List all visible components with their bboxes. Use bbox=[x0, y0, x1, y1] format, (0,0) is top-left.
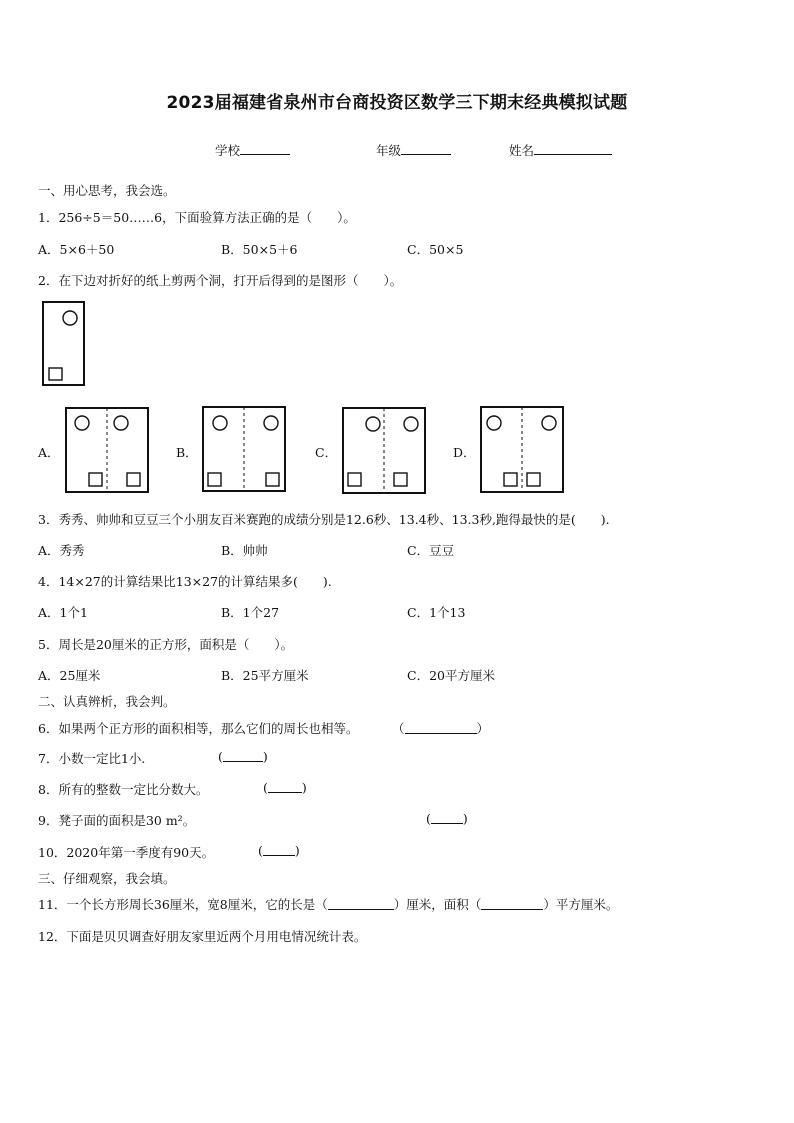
q11-length-blank[interactable] bbox=[328, 897, 394, 910]
q11-text-3: 平方厘米。 bbox=[555, 897, 619, 912]
section3-heading: 三、仔细观察，我会填。 bbox=[38, 871, 176, 886]
q3-option-c[interactable]: C．豆豆 bbox=[407, 543, 455, 558]
q4-option-b[interactable]: B．1个27 bbox=[221, 605, 280, 620]
q4-option-a[interactable]: A．1个1 bbox=[38, 605, 88, 620]
q8-stem: 8．所有的整数一定比分数大。 bbox=[38, 782, 209, 797]
q3-stem: 3．秀秀、帅帅和豆豆三个小朋友百米赛跑的成绩分别是12.6秒、13.4秒、13.3秒,跑得最快的是( ). bbox=[38, 512, 610, 527]
q2-option-a-label[interactable]: A． bbox=[38, 445, 60, 460]
q10-answer-blank[interactable]: ( ) bbox=[258, 843, 300, 858]
grade-label: 年级 bbox=[376, 143, 402, 158]
q9-answer-blank[interactable]: ( ) bbox=[426, 811, 468, 826]
q1-stem: 1．256÷5＝50……6，下面验算方法正确的是（ ）。 bbox=[38, 210, 356, 225]
q2-stem: 2．在下边对折好的纸上剪两个洞，打开后得到的是图形（ ）。 bbox=[38, 273, 403, 288]
q3-option-b[interactable]: B．帅帅 bbox=[221, 543, 268, 558]
q11-text-2: 厘米，面积 bbox=[406, 897, 469, 912]
q5-option-c[interactable]: C．20平方厘米 bbox=[407, 668, 495, 683]
q5-stem: 5．周长是20厘米的正方形，面积是（ ）。 bbox=[38, 637, 294, 652]
q4-stem: 4．14×27的计算结果比13×27的计算结果多( ). bbox=[38, 574, 332, 589]
q7-answer-blank[interactable]: ( ) bbox=[218, 749, 268, 764]
q12-stem: 12．下面是贝贝调查好朋友家里近两个月用电情况统计表。 bbox=[38, 929, 367, 944]
q1-option-a[interactable]: A．5×6＋50 bbox=[38, 242, 115, 257]
q6-answer-blank[interactable]: （ ） bbox=[392, 721, 490, 736]
q1-option-c[interactable]: C．50×5 bbox=[407, 242, 464, 257]
q11-line: 11．一个长方形周长36厘米，宽8厘米，它的长是（ ）厘米，面积（ ）平方厘米。 bbox=[38, 897, 619, 912]
section1-heading: 一、用心思考，我会选。 bbox=[38, 183, 176, 198]
page-title: 2023届福建省泉州市台商投资区数学三下期末经典模拟试题 bbox=[166, 93, 628, 113]
q8-answer-blank[interactable]: ( ) bbox=[263, 780, 307, 795]
q11-area-blank[interactable] bbox=[481, 897, 543, 910]
q2-option-c-label[interactable]: C． bbox=[315, 445, 338, 460]
q2-option-b-label[interactable]: B． bbox=[176, 445, 198, 460]
q2-option-d-label[interactable]: D． bbox=[453, 445, 476, 460]
school-label: 学校 bbox=[215, 143, 241, 158]
q5-option-b[interactable]: B．25平方厘米 bbox=[221, 668, 309, 683]
section2-heading: 二、认真辨析，我会判。 bbox=[38, 694, 176, 709]
q11-text-1: 11．一个长方形周长36厘米，宽8厘米，它的长是 bbox=[38, 897, 316, 912]
q4-option-c[interactable]: C．1个13 bbox=[407, 605, 466, 620]
q6-stem: 6．如果两个正方形的面积相等，那么它们的周长也相等。 bbox=[38, 721, 359, 736]
q5-option-a[interactable]: A．25厘米 bbox=[38, 668, 101, 683]
q9-stem: 9．凳子面的面积是30 m²。 bbox=[38, 813, 196, 828]
q7-stem: 7．小数一定比1小. bbox=[38, 751, 146, 766]
name-label: 姓名 bbox=[509, 143, 535, 158]
q10-stem: 10．2020年第一季度有90天。 bbox=[38, 845, 215, 860]
q3-option-a[interactable]: A．秀秀 bbox=[38, 543, 85, 558]
q1-option-b[interactable]: B．50×5＋6 bbox=[221, 242, 298, 257]
